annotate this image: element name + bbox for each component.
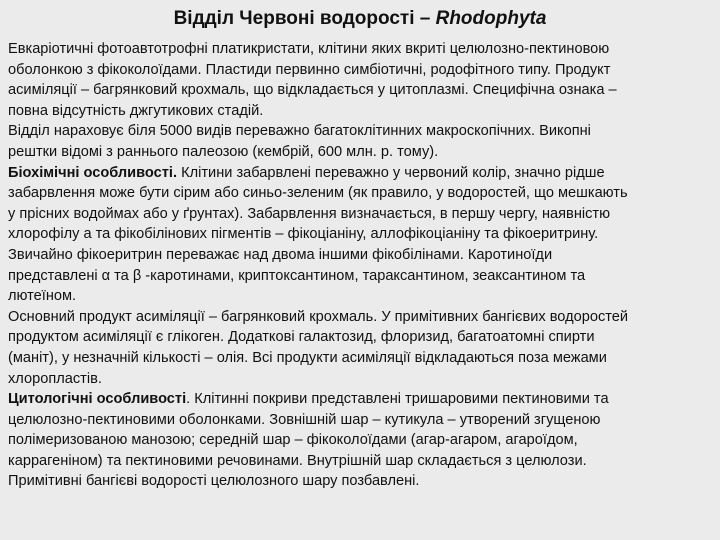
- paragraph: [8, 389, 716, 492]
- paragraph: [8, 307, 716, 389]
- line-text: у прісних водоймах або у ґрунтах). Забарвлення визначається, в першу чергу, наявністю: [8, 205, 611, 222]
- text-line: [8, 60, 716, 81]
- line-text: Примітивні бангієві водорості целюлозного шару позбавлені.: [8, 473, 420, 490]
- text-line: [8, 286, 716, 307]
- line-text: Відділ нараховує біля 5000 видів переважно багатоклітинних макроскопічних. Викопні: [8, 123, 591, 140]
- line-text: . Клітинні покриви представлені тришаровими пектиновими та: [186, 391, 609, 408]
- line-text: Евкаріотичні фотоавтотрофні платикристати, клітини яких вкриті целюлозно-пектиновою: [8, 41, 610, 57]
- slide-title: [0, 6, 720, 32]
- text-line: [8, 204, 716, 225]
- slide-body: [8, 39, 716, 492]
- line-text: асиміляції – багрянковий крохмаль, що відкладається у цитоплазмі. Специфічна ознака –: [8, 82, 617, 99]
- text-line: [8, 327, 716, 348]
- text-line: [8, 410, 716, 431]
- text-line: [8, 266, 716, 287]
- line-text: Основний продукт асиміляції – багрянковий крохмаль. У примітивних бангієвих водоростей: [8, 308, 629, 325]
- line-text: продуктом асиміляції є глікоген. Додаткові галактозид, флоризид, багатоатомні спирти: [8, 329, 595, 346]
- line-text: повна відсутність джгутикових стадій.: [8, 102, 264, 119]
- text-line: [8, 430, 716, 451]
- paragraph: [8, 121, 716, 162]
- line-text: полімеризованою манозою; середній шар – фікоколоїдами (агар-агаром, агароїдом,: [8, 432, 578, 449]
- paragraph: [8, 163, 716, 307]
- paragraph-lead: Цитологічні особливості: [8, 391, 187, 408]
- line-text: рештки відомі з раннього палеозою (кембрій, 600 млн. р. тому).: [8, 143, 439, 160]
- line-text: каррагеніном) та пектиновими речовинами. Внутрішній шар складається з целюлози.: [8, 452, 587, 469]
- line-text: забарвлення може бути сірим або синьо-зеленим (як правило, у водоростей, що мешкають: [8, 185, 628, 202]
- text-line: [8, 389, 716, 410]
- text-line: [8, 163, 716, 184]
- line-text: Клітини забарвлені переважно у червоний колір, значно рідше: [177, 164, 605, 181]
- text-line: [8, 121, 716, 142]
- text-line: [8, 245, 716, 266]
- text-line: [8, 307, 716, 328]
- text-line: [8, 451, 716, 472]
- text-line: [8, 39, 716, 60]
- paragraph: [8, 39, 716, 121]
- line-text: представлені α та β -каротинами, криптоксантином, тараксантином, зеаксантином та: [8, 267, 586, 284]
- line-text: (маніт), у незначній кількості – олія. Всі продукти асиміляції відкладаються поза межами: [8, 349, 607, 366]
- text-line: [8, 348, 716, 369]
- text-line: [8, 142, 716, 163]
- text-line: [8, 471, 716, 492]
- line-text: целюлозно-пектиновими оболонками. Зовнішній шар – кутикула – утворений згущеною: [8, 411, 601, 428]
- text-line: [8, 369, 716, 390]
- text-line: [8, 80, 716, 101]
- text-line: [8, 101, 716, 122]
- line-text: хлорофілу a та фікобілінових пігментів – фікоціаніну, аллофікоціаніну та фікоеритрину.: [8, 226, 599, 243]
- text-line: [8, 183, 716, 204]
- title-text: Відділ Червоні водорості –: [173, 8, 436, 29]
- paragraph-lead: Біохімічні особливості.: [8, 164, 178, 181]
- title-latin: Rhodophyta: [435, 8, 547, 29]
- text-line: [8, 224, 716, 245]
- line-text: лютеїном.: [8, 288, 77, 305]
- line-text: хлоропластів.: [8, 370, 102, 387]
- line-text: оболонкою з фікоколоїдами. Пластиди первинно симбіотичні, родофітного типу. Продукт: [8, 61, 611, 78]
- line-text: Звичайно фікоеритрин переважає над двома іншими фікобілінами. Каротиноїди: [8, 246, 553, 263]
